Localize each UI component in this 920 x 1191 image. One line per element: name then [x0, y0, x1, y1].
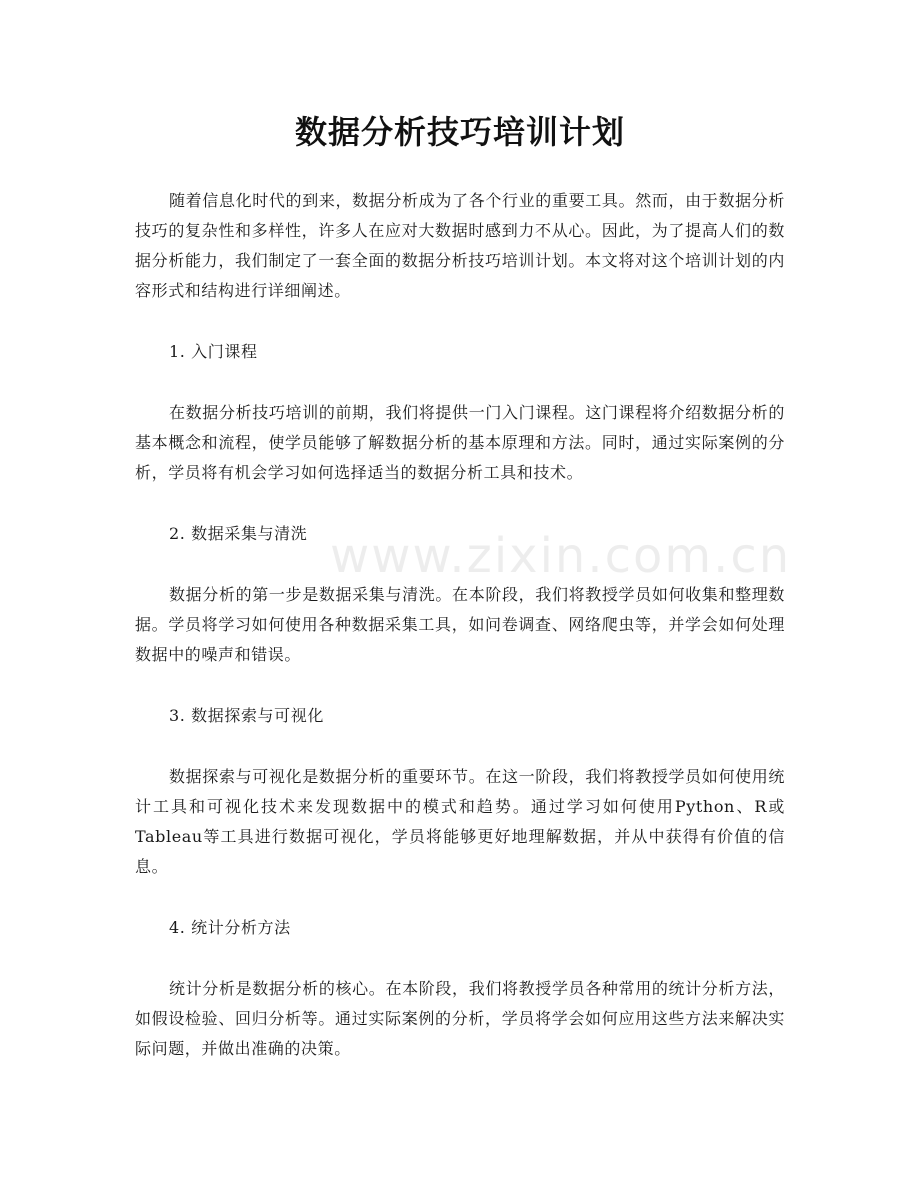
section-paragraph-3: 数据探索与可视化是数据分析的重要环节。在这一阶段，我们将教授学员如何使用统计工具和可视化技术来发现数据中的模式和趋势。通过学习如何使用Python、R或Tableau等工具进行数据可视化，学员将能够更好地理解数据，并从中获得有价值的信息。	[135, 767, 785, 876]
section-paragraph-2: 数据分析的第一步是数据采集与清洗。在本阶段，我们将教授学员如何收集和整理数据。学员将学习如何使用各种数据采集工具，如问卷调查、网络爬虫等，并学会如何处理数据中的噪声和错误。	[135, 585, 785, 664]
section-paragraph-4: 统计分析是数据分析的核心。在本阶段，我们将教授学员各种常用的统计分析方法，如假设检验、回归分析等。通过实际案例的分析，学员将学会如何应用这些方法来解决实际问题，并做出准确的决策。	[135, 979, 785, 1058]
intro-paragraph: 随着信息化时代的到来，数据分析成为了各个行业的重要工具。然而，由于数据分析技巧的复杂性和多样性，许多人在应对大数据时感到力不从心。因此，为了提高人们的数据分析能力，我们制定了一套全面的数据分析技巧培训计划。本文将对这个培训计划的内容形式和结构进行详细阐述。	[135, 191, 785, 300]
watermark: www.zixin.com.cn	[330, 528, 792, 584]
section-heading-4: 4. 统计分析方法	[169, 918, 291, 937]
document-body	[135, 186, 785, 1095]
section-heading-2: 2. 数据采集与清洗	[169, 524, 308, 543]
section-heading-1: 1. 入门课程	[169, 342, 258, 361]
section-paragraph-1: 在数据分析技巧培训的前期，我们将提供一门入门课程。这门课程将介绍数据分析的基本概念和流程，使学员能够了解数据分析的基本原理和方法。同时，通过实际案例的分析，学员将有机会学习如何选择适当的数据分析工具和技术。	[135, 403, 785, 482]
document-title: 数据分析技巧培训计划	[294, 113, 625, 151]
section-heading-3: 3. 数据探索与可视化	[169, 706, 324, 725]
